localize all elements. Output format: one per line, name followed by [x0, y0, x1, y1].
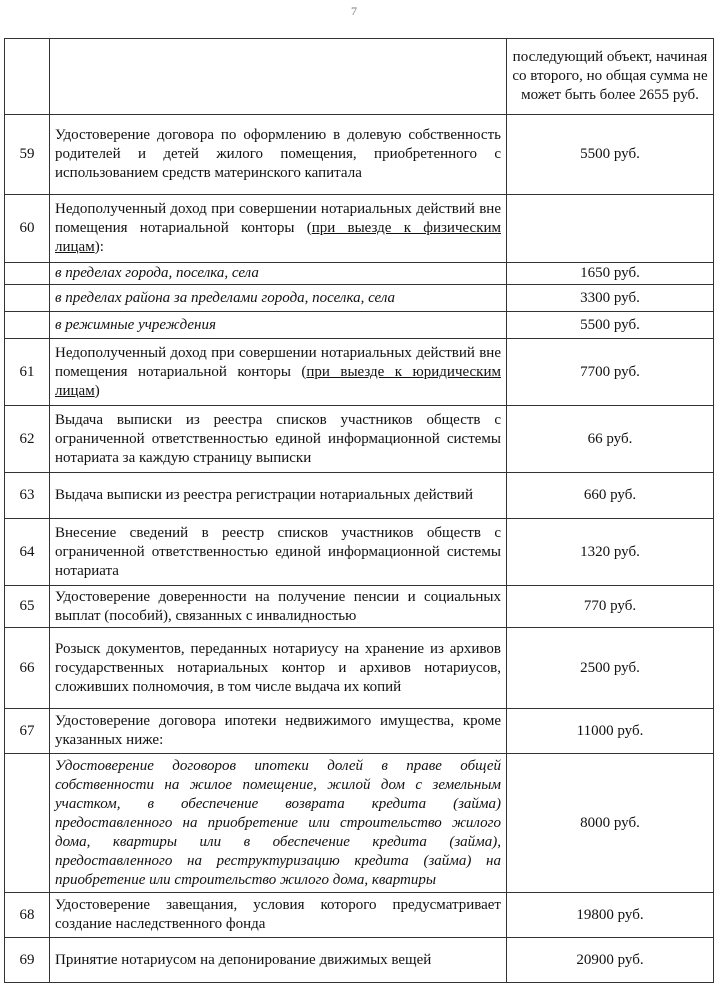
row-description: Удостоверение доверенности на получение пенсии и социальных выплат (пособий), связанных с инвалидностью — [50, 586, 507, 628]
row-price: 770 руб. — [507, 586, 714, 628]
row-description: в режимные учреждения — [50, 312, 507, 339]
row-number: 69 — [5, 938, 50, 983]
desc-text: ): — [94, 239, 104, 255]
table-row — [5, 473, 714, 519]
row-description: в пределах города, поселка, села — [50, 263, 507, 285]
row-number: 62 — [5, 406, 50, 473]
row-price: 7700 руб. — [507, 339, 714, 406]
desc-text: ) — [94, 382, 100, 399]
table-row — [5, 285, 714, 312]
row-number — [5, 312, 50, 339]
row-price: 660 руб. — [507, 473, 714, 519]
table-row — [5, 709, 714, 754]
row-number: 65 — [5, 586, 50, 628]
row-number: 60 — [5, 195, 50, 263]
row-description — [50, 195, 507, 263]
row-number: 66 — [5, 628, 50, 709]
row-price: 5500 руб. — [507, 115, 714, 195]
table-row — [5, 938, 714, 983]
fee-table — [4, 38, 714, 983]
row-description: Удостоверение договора по оформлению в долевую собственность родителей и детей жилого помещения, приобретенного с использованием средств материнского капитала — [50, 115, 507, 195]
row-price: 66 руб. — [507, 406, 714, 473]
row-number — [5, 39, 50, 115]
table-row — [5, 39, 714, 115]
row-price: 8000 руб. — [507, 754, 714, 893]
desc-text: Недополученный доход при совершении нотариальных действий вне помещения нотариальной конторы ( — [55, 344, 501, 380]
row-description: Удостоверение договоров ипотеки долей в праве общей собственности на жилое помещение, жилой дом с земельным участком, в обеспечение возврата кредита (займа) предоставленного на приобретение или строительство жилого дома, квартиры или в обеспечение кредита (займа), предоставленного на реструктуризацию кредита (займа) на приобретение или строительство жилого дома, квартиры — [50, 754, 507, 893]
row-price: 2500 руб. — [507, 628, 714, 709]
row-description: Выдача выписки из реестра списков участников обществ с ограниченной ответственностью единой информационной системы нотариата за каждую страницу выписки — [50, 406, 507, 473]
row-description: Удостоверение завещания, условия которого предусматривает создание наследственного фонда — [50, 893, 507, 938]
row-description: Внесение сведений в реестр списков участников обществ с ограниченной ответственностью единой информационной системы нотариата — [50, 519, 507, 586]
row-price — [507, 195, 714, 263]
table-row — [5, 586, 714, 628]
desc-underlined-text: при выезде к физическим лицам — [55, 220, 501, 255]
desc-underlined-text: при выезде к юридическим лицам — [55, 363, 501, 399]
row-price: 1320 руб. — [507, 519, 714, 586]
row-price: 11000 руб. — [507, 709, 714, 754]
table-row — [5, 339, 714, 406]
row-price: 20900 руб. — [507, 938, 714, 983]
table-row — [5, 263, 714, 285]
row-description: Принятие нотариусом на депонирование движимых вещей — [50, 938, 507, 983]
row-number: 68 — [5, 893, 50, 938]
table-row — [5, 628, 714, 709]
row-price: 1650 руб. — [507, 263, 714, 285]
row-price: 5500 руб. — [507, 312, 714, 339]
row-price: последующий объект, начиная со второго, но общая сумма не может быть более 2655 руб. — [507, 39, 714, 115]
row-number — [5, 285, 50, 312]
table-row — [5, 893, 714, 938]
table-row — [5, 195, 714, 263]
row-number — [5, 754, 50, 893]
desc-text: Недополученный доход при совершении нотариальных действий вне помещения нотариальной конторы ( — [55, 201, 501, 236]
table-row — [5, 115, 714, 195]
row-number: 63 — [5, 473, 50, 519]
row-description — [50, 339, 507, 406]
table-row — [5, 406, 714, 473]
row-price: 3300 руб. — [507, 285, 714, 312]
row-price: 19800 руб. — [507, 893, 714, 938]
row-description: в пределах района за пределами города, поселка, села — [50, 285, 507, 312]
table-row — [5, 519, 714, 586]
row-description — [50, 39, 507, 115]
table-row — [5, 312, 714, 339]
row-number: 67 — [5, 709, 50, 754]
row-description: Розыск документов, переданных нотариусу на хранение из архивов государственных нотариальных контор и архивов нотариусов, сложивших полномочия, в том числе выдача их копий — [50, 628, 507, 709]
row-number: 64 — [5, 519, 50, 586]
row-number — [5, 263, 50, 285]
row-number: 61 — [5, 339, 50, 406]
row-description: Удостоверение договора ипотеки недвижимого имущества, кроме указанных ниже: — [50, 709, 507, 754]
table-row — [5, 754, 714, 893]
page-number: 7 — [351, 4, 357, 18]
row-number: 59 — [5, 115, 50, 195]
row-description: Выдача выписки из реестра регистрации нотариальных действий — [50, 473, 507, 519]
